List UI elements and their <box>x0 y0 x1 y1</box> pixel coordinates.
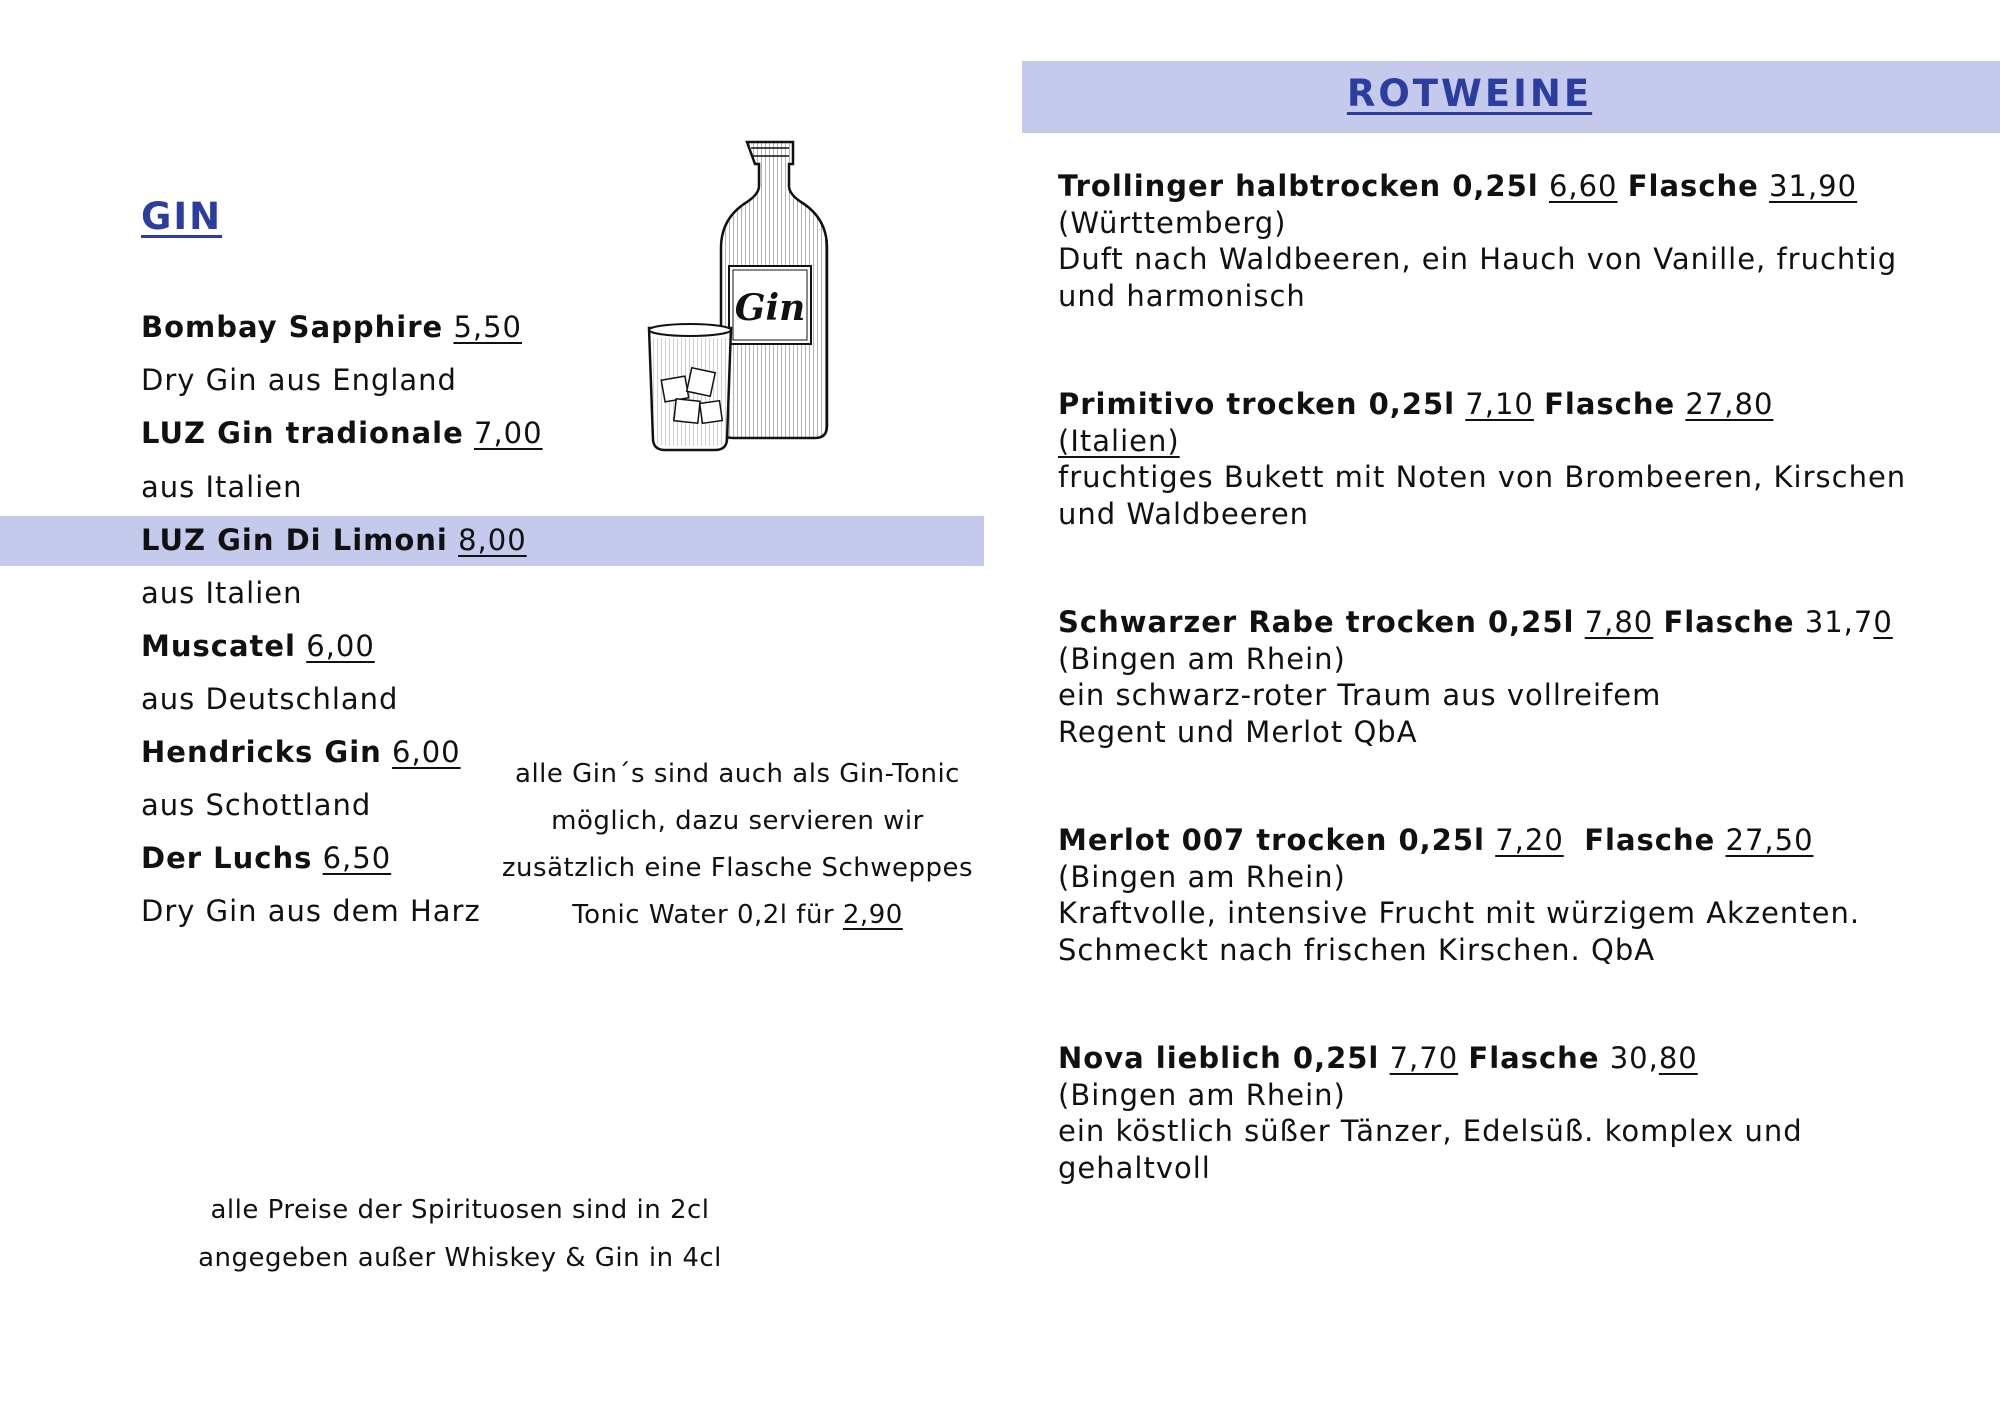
gin-item-bombay <box>141 309 522 345</box>
gin-item-hendricks <box>141 734 461 770</box>
gin-origin: Dry Gin aus dem Harz <box>141 894 481 928</box>
gin-name: Muscatel <box>141 629 296 663</box>
bottle-price: 27,50 <box>1725 823 1814 857</box>
bottle-price: 30,80 <box>1609 1041 1698 1075</box>
gin-price: 8,00 <box>458 523 527 557</box>
gin-price: 6,50 <box>322 841 392 875</box>
gin-name: LUZ Gin tradionale <box>141 416 464 450</box>
gin-origin: aus Italien <box>141 470 303 504</box>
wine-description: fruchtiges Bukett mit Noten von Brombeeren, Kirschen <box>1058 460 1907 494</box>
wine-description: und harmonisch <box>1058 278 1306 313</box>
gin-price: 5,50 <box>453 310 523 344</box>
wine-description: und Waldbeeren <box>1058 496 1310 531</box>
gin-name: Bombay Sapphire <box>141 310 444 344</box>
wine-item-primitivo <box>1058 386 1958 532</box>
footnote-line: alle Preise der Spirituosen sind in 2cl <box>210 1195 710 1225</box>
bottle-label: Flasche <box>1584 823 1716 857</box>
gin-bottle-illustration <box>645 138 830 458</box>
wine-item-nova <box>1058 1040 1958 1186</box>
wine-item-merlot <box>1058 822 1958 968</box>
glass-price: 7,80 <box>1584 605 1654 639</box>
wine-description: ein schwarz-roter Traum aus vollreifem <box>1058 678 1662 712</box>
wine-description: ein köstlich süßer Tänzer, Edelsüß. komplex und <box>1058 1114 1803 1148</box>
gin-tonic-note <box>500 751 975 939</box>
gin-item-luchs <box>141 840 391 876</box>
price-footnote <box>175 1186 745 1282</box>
gin-item-muscatel <box>141 628 375 664</box>
bottle-label: Flasche <box>1544 387 1676 421</box>
gin-price: 6,00 <box>392 735 461 769</box>
glass-price: 7,20 <box>1495 823 1564 857</box>
note-line: möglich, dazu servieren wir <box>551 806 924 836</box>
wine-description: Kraftvolle, intensive Frucht mit würzigem Akzenten. <box>1058 896 1861 930</box>
bottle-price: 31,70 <box>1804 605 1893 639</box>
wine-item-schwarzer-rabe <box>1058 604 1958 750</box>
wine-region: (Italien) <box>1058 423 1180 458</box>
gin-price: 6,00 <box>306 629 375 663</box>
glass-price: 6,60 <box>1548 169 1618 203</box>
glass-price: 7,10 <box>1465 387 1534 421</box>
bottle-label: Flasche <box>1663 605 1795 639</box>
tonic-price: 2,90 <box>842 900 903 930</box>
wine-description: Duft nach Waldbeeren, ein Hauch von Vanille, fruchtig <box>1058 242 1898 276</box>
wine-name: Schwarzer Rabe trocken 0,25l <box>1058 605 1575 639</box>
gin-origin: Dry Gin aus England <box>141 363 457 397</box>
wine-name: Primitivo trocken 0,25l <box>1058 387 1456 421</box>
gin-price: 7,00 <box>474 416 543 450</box>
wine-name: Nova lieblich 0,25l <box>1058 1041 1380 1075</box>
bottle-label: Flasche <box>1468 1041 1600 1075</box>
gin-origin: aus Schottland <box>141 788 372 822</box>
wine-region: (Bingen am Rhein) <box>1058 641 1346 676</box>
bottle-price: 27,80 <box>1685 387 1774 421</box>
note-line: zusätzlich eine Flasche Schweppes <box>501 853 974 883</box>
wine-description: Schmeckt nach frischen Kirschen. QbA <box>1058 932 1656 967</box>
glass-price: 7,70 <box>1389 1041 1459 1075</box>
gin-name: LUZ Gin Di Limoni <box>141 523 448 557</box>
note-line: Tonic Water 0,2l für 2,90 <box>572 900 903 930</box>
wine-name: Merlot 007 trocken 0,25l <box>1058 823 1485 857</box>
wine-region: (Bingen am Rhein) <box>1058 1077 1346 1112</box>
gin-item-luz-limoni <box>141 522 527 558</box>
gin-item-luz-tradionale <box>141 415 543 451</box>
gin-origin: aus Deutschland <box>141 682 399 716</box>
wine-description: gehaltvoll <box>1058 1150 1211 1185</box>
footnote-line: angegeben außer Whiskey & Gin in 4cl <box>198 1243 722 1273</box>
wine-region: (Württemberg) <box>1058 205 1287 240</box>
bottle-label: Flasche <box>1627 169 1759 203</box>
bottle-label: Gin <box>734 287 806 329</box>
gin-origin: aus Italien <box>141 576 303 610</box>
note-line: alle Gin´s sind auch als Gin-Tonic <box>515 759 960 789</box>
bottle-price: 31,90 <box>1769 169 1858 203</box>
gin-name: Hendricks Gin <box>141 735 382 769</box>
wine-item-trollinger <box>1058 168 1958 314</box>
rotweine-heading: ROTWEINE <box>1346 72 1593 115</box>
wine-name: Trollinger halbtrocken 0,25l <box>1058 169 1539 203</box>
gin-name: Der Luchs <box>141 841 313 875</box>
gin-heading: GIN <box>141 195 223 238</box>
wine-region: (Bingen am Rhein) <box>1058 859 1346 894</box>
wine-description: Regent und Merlot QbA <box>1058 714 1418 749</box>
